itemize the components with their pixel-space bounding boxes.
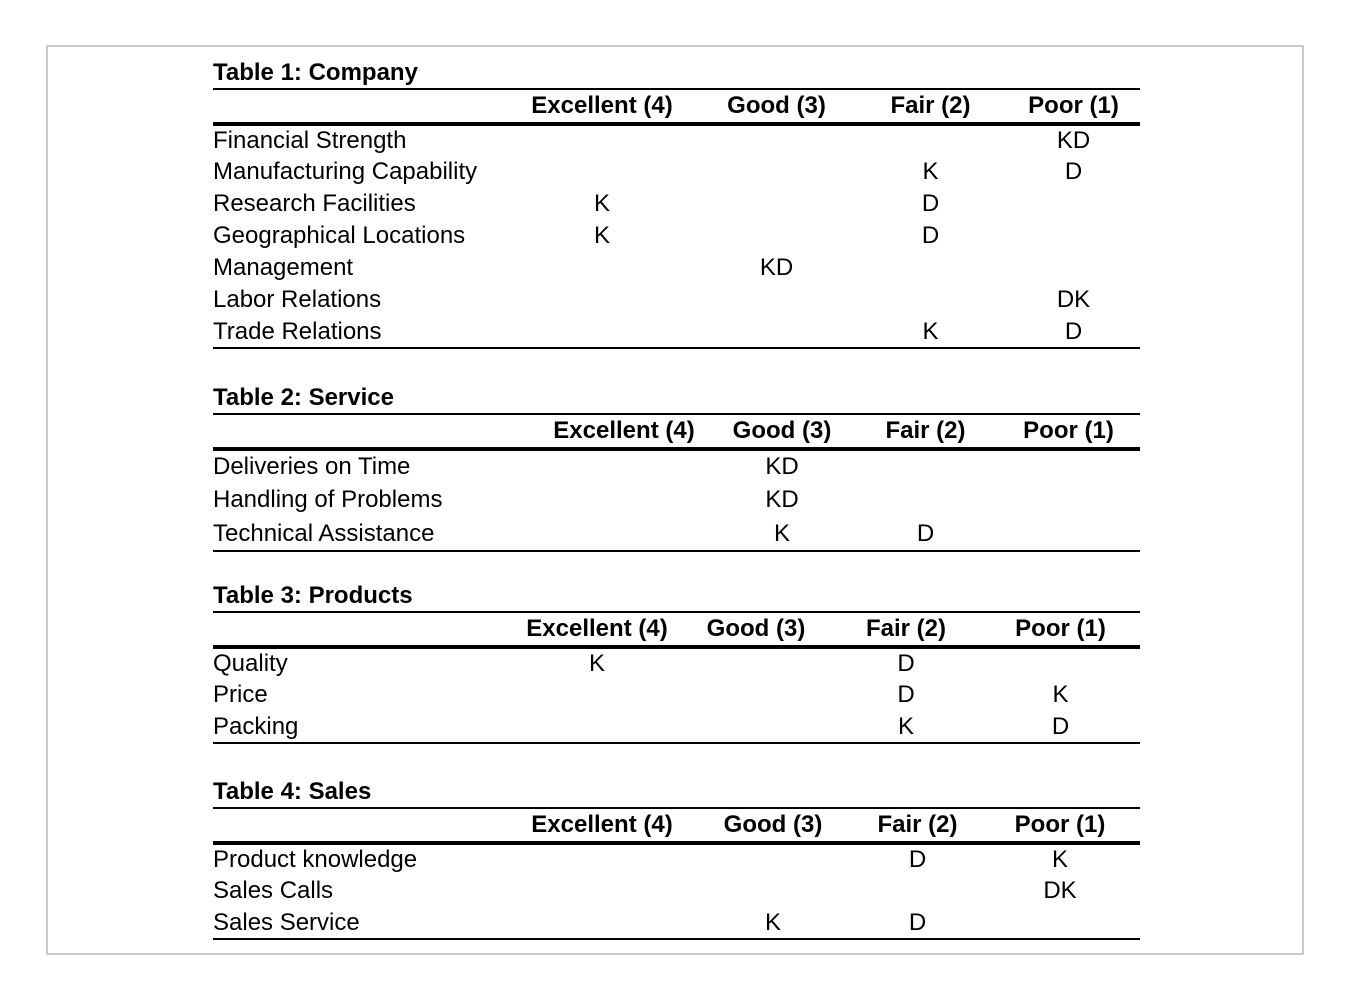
cell-good xyxy=(691,875,855,907)
header-cell-label xyxy=(213,414,538,449)
cell-good xyxy=(699,124,854,156)
header-fair: Fair (2) xyxy=(877,811,958,838)
company-table xyxy=(213,88,1140,349)
cell-good xyxy=(681,711,831,743)
header-cell-label xyxy=(213,89,505,124)
cell-poor xyxy=(1007,188,1140,220)
cell-good: K xyxy=(773,519,790,547)
header-good: Good (3) xyxy=(727,92,826,119)
cell-fair xyxy=(854,252,1007,284)
cell-good: KD xyxy=(765,486,799,513)
table-header-row xyxy=(213,612,1140,647)
cell-fair xyxy=(854,284,1007,316)
row-label: Sales Calls xyxy=(213,877,334,904)
cell-good xyxy=(699,220,854,252)
table-title: Table 1: Company xyxy=(213,59,418,86)
row-label: Deliveries on Time xyxy=(213,453,411,480)
cell-poor xyxy=(997,483,1140,517)
header-good: Good (3) xyxy=(706,615,806,642)
cell-poor xyxy=(997,517,1140,551)
cell-poor xyxy=(997,449,1140,483)
row-label: Technical Assistance xyxy=(213,519,435,547)
products-table xyxy=(213,611,1140,744)
cell-excellent xyxy=(505,316,699,348)
table-row xyxy=(213,647,1140,679)
company-table-block xyxy=(213,60,1140,349)
table-row xyxy=(213,679,1140,711)
row-label: Financial Strength xyxy=(213,127,407,154)
cell-good xyxy=(699,316,854,348)
table-row xyxy=(213,124,1140,156)
cell-excellent: K xyxy=(593,222,610,249)
cell-fair: K xyxy=(922,317,939,345)
row-label: Research Facilities xyxy=(213,190,416,217)
row-label: Management xyxy=(213,254,354,281)
row-label: Geographical Locations xyxy=(213,222,466,249)
cell-excellent xyxy=(505,252,699,284)
table-row xyxy=(213,252,1140,284)
row-label: Manufacturing Capability xyxy=(213,158,478,185)
row-label: Quality xyxy=(213,650,288,677)
cell-fair: D xyxy=(897,650,915,677)
cell-fair: D xyxy=(916,519,935,547)
cell-excellent xyxy=(513,711,681,743)
cell-excellent xyxy=(538,517,710,551)
cell-fair: D xyxy=(908,908,927,936)
table-row xyxy=(213,284,1140,316)
cell-fair: K xyxy=(922,158,939,185)
cell-good xyxy=(681,679,831,711)
table-row xyxy=(213,449,1140,483)
cell-excellent: K xyxy=(588,650,605,677)
cell-excellent: K xyxy=(593,190,610,217)
table-row xyxy=(213,517,1140,551)
cell-fair xyxy=(854,124,1007,156)
row-label: Handling of Problems xyxy=(213,486,443,513)
sales-table-block xyxy=(213,779,1140,940)
cell-excellent xyxy=(513,843,691,875)
cell-poor: K xyxy=(1052,681,1069,708)
table-row xyxy=(213,711,1140,743)
header-fair: Fair (2) xyxy=(885,417,966,444)
cell-poor: K xyxy=(1051,846,1068,873)
header-fair: Fair (2) xyxy=(865,615,946,642)
cell-fair xyxy=(854,449,997,483)
table-row xyxy=(213,220,1140,252)
header-excellent: Excellent (4) xyxy=(531,92,673,119)
header-fair: Fair (2) xyxy=(890,92,971,119)
cell-good xyxy=(699,188,854,220)
products-table-block xyxy=(213,583,1140,744)
cell-good: KD xyxy=(765,453,799,480)
cell-good xyxy=(681,647,831,679)
service-table xyxy=(213,413,1140,552)
table-row xyxy=(213,188,1140,220)
cell-good xyxy=(699,156,854,188)
table-row xyxy=(213,843,1140,875)
header-excellent: Excellent (4) xyxy=(553,417,695,444)
header-poor: Poor (1) xyxy=(1023,417,1114,444)
cell-poor: D xyxy=(1064,158,1083,185)
cell-good: KD xyxy=(759,254,794,281)
header-cell-label xyxy=(213,612,513,647)
row-label: Sales Service xyxy=(213,908,360,936)
cell-fair: D xyxy=(921,222,940,249)
row-label: Price xyxy=(213,681,268,708)
cell-poor: D xyxy=(1051,712,1070,740)
cell-excellent xyxy=(513,875,691,907)
row-label: Trade Relations xyxy=(213,317,382,345)
cell-good xyxy=(699,284,854,316)
cell-fair xyxy=(855,875,980,907)
cell-poor: DK xyxy=(1043,877,1077,904)
header-good: Good (3) xyxy=(723,811,823,838)
cell-fair: D xyxy=(897,681,915,708)
row-label: Packing xyxy=(213,712,299,740)
cell-excellent xyxy=(505,156,699,188)
table-row xyxy=(213,875,1140,907)
cell-excellent xyxy=(513,907,691,939)
table-header-row xyxy=(213,808,1140,843)
row-label: Labor Relations xyxy=(213,286,382,313)
cell-excellent xyxy=(513,679,681,711)
table-row xyxy=(213,483,1140,517)
cell-poor xyxy=(981,647,1140,679)
header-good: Good (3) xyxy=(732,417,832,444)
cell-excellent xyxy=(538,449,710,483)
service-table-block xyxy=(213,385,1140,552)
cell-good xyxy=(691,843,855,875)
cell-poor xyxy=(1007,220,1140,252)
table-title: Table 3: Products xyxy=(213,582,413,609)
header-poor: Poor (1) xyxy=(1015,615,1106,642)
cell-excellent xyxy=(505,284,699,316)
cell-fair: D xyxy=(921,190,940,217)
table-row xyxy=(213,156,1140,188)
cell-poor: KD xyxy=(1056,127,1091,154)
cell-fair: D xyxy=(908,846,927,873)
cell-good: K xyxy=(764,908,781,936)
cell-poor: DK xyxy=(1056,286,1091,313)
cell-fair: K xyxy=(897,712,914,740)
table-row xyxy=(213,316,1140,348)
cell-excellent xyxy=(505,124,699,156)
table-title: Table 4: Sales xyxy=(213,778,372,805)
row-label: Product knowledge xyxy=(213,846,418,873)
header-excellent: Excellent (4) xyxy=(526,615,668,642)
cell-poor xyxy=(1007,252,1140,284)
header-excellent: Excellent (4) xyxy=(531,811,673,838)
sales-table xyxy=(213,807,1140,940)
header-cell-label xyxy=(213,808,513,843)
header-poor: Poor (1) xyxy=(1014,811,1106,838)
table-row xyxy=(213,907,1140,939)
table-header-row xyxy=(213,89,1140,124)
header-poor: Poor (1) xyxy=(1028,92,1119,119)
table-title: Table 2: Service xyxy=(213,384,394,411)
cell-poor: D xyxy=(1064,317,1083,345)
cell-excellent xyxy=(538,483,710,517)
table-header-row xyxy=(213,414,1140,449)
cell-poor xyxy=(980,907,1140,939)
cell-fair xyxy=(854,483,997,517)
